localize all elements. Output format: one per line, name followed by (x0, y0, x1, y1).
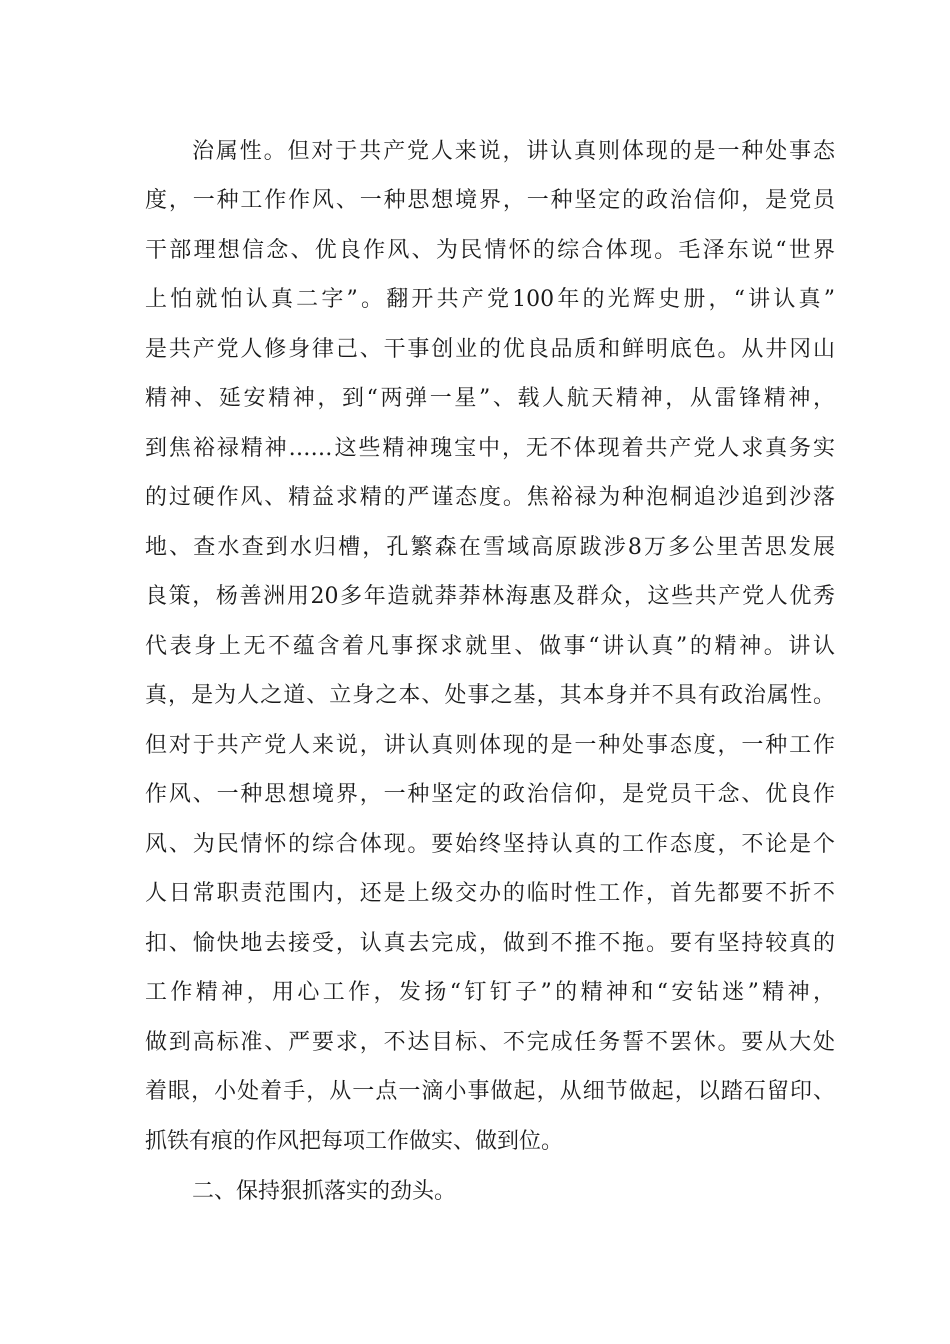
paragraph-line: 工作精神，用心工作，发扬“钉钉子”的精神和“安钻迷”精神， (145, 980, 835, 1005)
paragraph-line: 精神、延安精神，到“两弹一星”、载人航天精神，从雷锋精神， (145, 386, 835, 411)
paragraph-line: 上怕就怕认真二字”。翻开共产党100年的光辉史册，“讲认真” (145, 287, 835, 312)
paragraph-line: 但对于共产党人来说，讲认真则体现的是一种处事态度，一种工作 (145, 733, 835, 758)
paragraph-line: 度，一种工作作风、一种思想境界，一种坚定的政治信仰，是党员 (145, 188, 835, 213)
paragraph-line: 抓铁有痕的作风把每项工作做实、做到位。 (145, 1129, 564, 1154)
section-heading: 二、保持狠抓落实的劲头。 (192, 1179, 457, 1204)
paragraph-line: 的过硬作风、精益求精的严谨态度。焦裕禄为种泡桐追沙追到沙落 (145, 485, 835, 510)
paragraph-line: 人日常职责范围内，还是上级交办的临时性工作，首先都要不折不 (145, 881, 835, 906)
paragraph-line: 作风、一种思想境界，一种坚定的政治信仰，是党员干念、优良作 (145, 782, 835, 807)
paragraph-line: 真，是为人之道、立身之本、处事之基，其本身并不具有政治属性。 (145, 683, 835, 708)
paragraph-line: 着眼，小处着手，从一点一滴小事做起，从细节做起，以踏石留印、 (145, 1079, 835, 1104)
paragraph-line: 扣、愉快地去接受，认真去完成，做到不推不拖。要有坚持较真的 (145, 931, 835, 956)
paragraph-line: 干部理想信念、优良作风、为民情怀的综合体现。毛泽东说“世界 (145, 238, 835, 263)
paragraph-line: 是共产党人修身律己、干事创业的优良品质和鲜明底色。从井冈山 (145, 337, 835, 362)
paragraph-line: 做到高标准、严要求，不达目标、不完成任务誓不罢休。要从大处 (145, 1030, 835, 1055)
paragraph-line: 代表身上无不蕴含着凡事探求就里、做事“讲认真”的精神。讲认 (145, 634, 835, 659)
paragraph-line: 到焦裕禄精神……这些精神瑰宝中，无不体现着共产党人求真务实 (145, 436, 835, 461)
paragraph-line: 风、为民情怀的综合体现。要始终坚持认真的工作态度，不论是个 (145, 832, 835, 857)
paragraph-line: 地、查水查到水归槽，孔繁森在雪域高原跋涉8万多公里苦思发展 (145, 535, 835, 560)
paragraph-line: 治属性。但对于共产党人来说，讲认真则体现的是一种处事态 (192, 139, 835, 164)
paragraph-line: 良策，杨善洲用20多年造就莽莽林海惠及群众，这些共产党人优秀 (145, 584, 835, 609)
